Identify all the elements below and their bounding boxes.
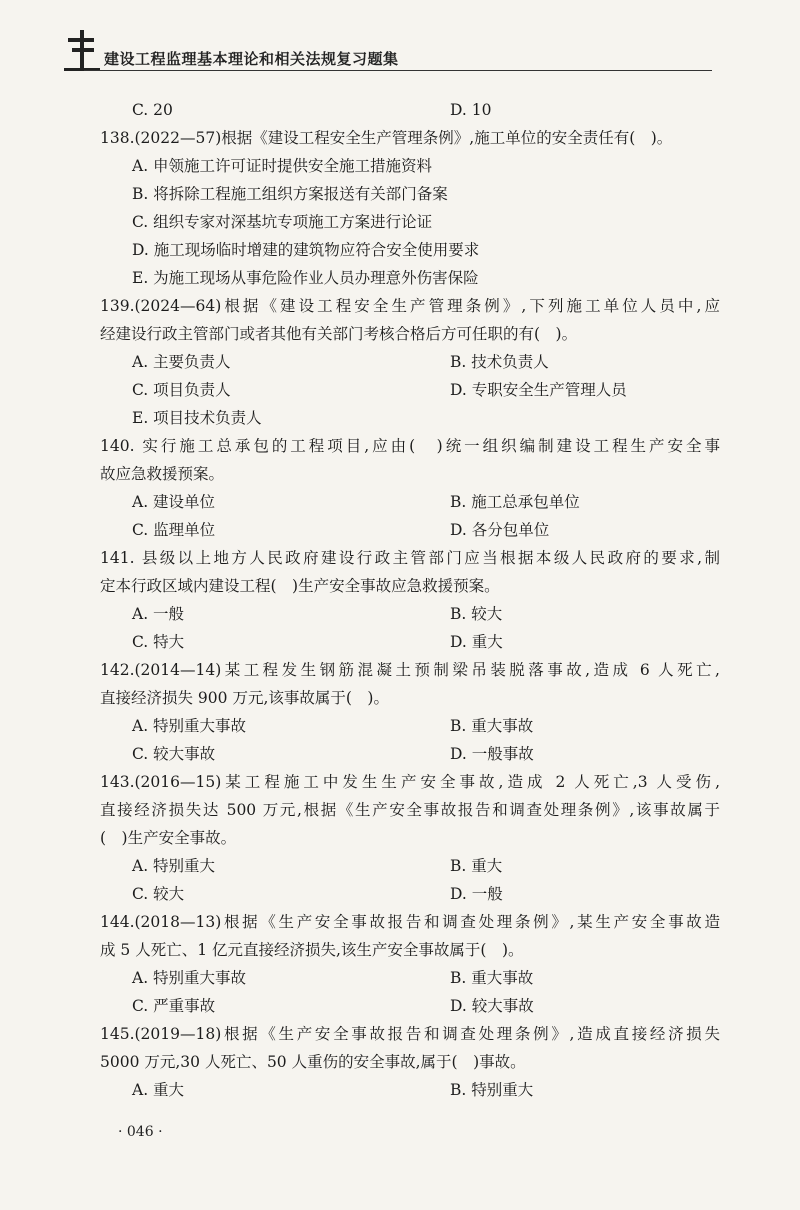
question-stem-line: 139.(2024—64)根据《建设工程安全生产管理条例》,下列施工单位人员中,应 <box>100 297 720 315</box>
option-row <box>100 236 720 264</box>
option-row <box>100 96 720 124</box>
header-divider <box>84 70 712 71</box>
answer-option: C. 监理单位 <box>132 521 216 539</box>
option-row <box>100 992 720 1020</box>
answer-option: E. 为施工现场从事危险作业人员办理意外伤害保险 <box>132 269 479 287</box>
question-stem-line: 141. 县级以上地方人民政府建设行政主管部门应当根据本级人民政府的要求,制 <box>100 549 720 567</box>
answer-option: A. 特别重大事故 <box>132 969 247 987</box>
answer-option: D. 重大 <box>450 633 503 651</box>
question-stem-line: 定本行政区域内建设工程( )生产安全事故应急救援预案。 <box>100 577 500 595</box>
answer-option: A. 一般 <box>132 605 185 623</box>
option-row <box>100 348 720 376</box>
answer-option: A. 特别重大 <box>132 857 216 875</box>
answer-option: D. 施工现场临时增建的建筑物应符合安全使用要求 <box>132 241 480 259</box>
question-stem-line: 140. 实行施工总承包的工程项目,应由( )统一组织编制建设工程生产安全事 <box>100 437 720 455</box>
option-row <box>100 516 720 544</box>
answer-option: B. 技术负责人 <box>450 353 549 371</box>
question-q144 <box>100 908 720 1020</box>
question-q138 <box>100 124 720 292</box>
option-row <box>100 852 720 880</box>
answer-option: B. 施工总承包单位 <box>450 493 580 511</box>
question-q143 <box>100 768 720 908</box>
answer-option: B. 特别重大 <box>450 1081 534 1099</box>
question-stem-line: 直接经济损失达 500 万元,根据《生产安全事故报告和调查处理条例》,该事故属于 <box>100 801 720 819</box>
question-stem-line: 138.(2022—57)根据《建设工程安全生产管理条例》,施工单位的安全责任有( )。 <box>100 129 673 147</box>
question-q140 <box>100 432 720 544</box>
option-row <box>100 880 720 908</box>
answer-option: C. 特大 <box>132 633 185 651</box>
option-row <box>100 964 720 992</box>
answer-option: D. 一般事故 <box>450 745 534 763</box>
option-row <box>100 740 720 768</box>
option-row <box>100 1076 720 1104</box>
option-row <box>100 404 720 432</box>
option-row <box>100 152 720 180</box>
question-list <box>100 96 720 1104</box>
answer-option: D. 10 <box>450 101 492 119</box>
question-q139 <box>100 292 720 432</box>
answer-option: A. 主要负责人 <box>132 353 231 371</box>
answer-option: C. 严重事故 <box>132 997 216 1015</box>
answer-option: D. 较大事故 <box>450 997 534 1015</box>
page-header <box>0 0 800 80</box>
question-q137 <box>100 96 720 124</box>
question-q141 <box>100 544 720 656</box>
answer-option: B. 重大事故 <box>450 969 534 987</box>
question-q142 <box>100 656 720 768</box>
answer-option: D. 各分包单位 <box>450 521 550 539</box>
answer-option: E. 项目技术负责人 <box>132 409 262 427</box>
answer-option: C. 项目负责人 <box>132 381 231 399</box>
option-row <box>100 712 720 740</box>
answer-option: A. 申领施工许可证时提供安全施工措施资料 <box>132 157 433 175</box>
question-q145 <box>100 1020 720 1104</box>
question-stem-line: 直接经济损失 900 万元,该事故属于( )。 <box>100 689 389 707</box>
option-row <box>100 628 720 656</box>
question-stem-line: ( )生产安全事故。 <box>100 829 237 847</box>
answer-option: A. 特别重大事故 <box>132 717 247 735</box>
answer-option: B. 重大事故 <box>450 717 534 735</box>
question-stem-line: 145.(2019—18)根据《生产安全事故报告和调查处理条例》,造成直接经济损失 <box>100 1025 720 1043</box>
answer-option: D. 一般 <box>450 885 503 903</box>
question-stem-line: 143.(2016—15)某工程施工中发生生产安全事故,造成 2 人死亡,3 人受伤, <box>100 773 720 791</box>
signpost-logo-icon <box>62 28 102 72</box>
question-stem-line: 故应急救援预案。 <box>100 465 225 483</box>
answer-option: C. 组织专家对深基坑专项施工方案进行论证 <box>132 213 433 231</box>
option-row <box>100 208 720 236</box>
answer-option: C. 20 <box>132 101 173 119</box>
book-title: 建设工程监理基本理论和相关法规复习题集 <box>104 50 399 68</box>
question-stem-line: 5000 万元,30 人死亡、50 人重伤的安全事故,属于( )事故。 <box>100 1053 526 1071</box>
question-stem-line: 成 5 人死亡、1 亿元直接经济损失,该生产安全事故属于( )。 <box>100 941 524 959</box>
answer-option: A. 重大 <box>132 1081 185 1099</box>
answer-option: A. 建设单位 <box>132 493 216 511</box>
option-row <box>100 488 720 516</box>
option-row <box>100 600 720 628</box>
option-row <box>100 376 720 404</box>
question-stem-line: 142.(2014—14)某工程发生钢筋混凝土预制梁吊装脱落事故,造成 6 人死亡, <box>100 661 720 679</box>
question-stem-line: 144.(2018—13)根据《生产安全事故报告和调查处理条例》,某生产安全事故造 <box>100 913 720 931</box>
answer-option: C. 较大事故 <box>132 745 216 763</box>
answer-option: C. 较大 <box>132 885 185 903</box>
answer-option: B. 重大 <box>450 857 503 875</box>
option-row <box>100 264 720 292</box>
page-number: · 046 · <box>118 1124 163 1140</box>
option-row <box>100 180 720 208</box>
question-stem-line: 经建设行政主管部门或者其他有关部门考核合格后方可任职的有( )。 <box>100 325 578 343</box>
answer-option: D. 专职安全生产管理人员 <box>450 381 627 399</box>
answer-option: B. 将拆除工程施工组织方案报送有关部门备案 <box>132 185 448 203</box>
answer-option: B. 较大 <box>450 605 503 623</box>
